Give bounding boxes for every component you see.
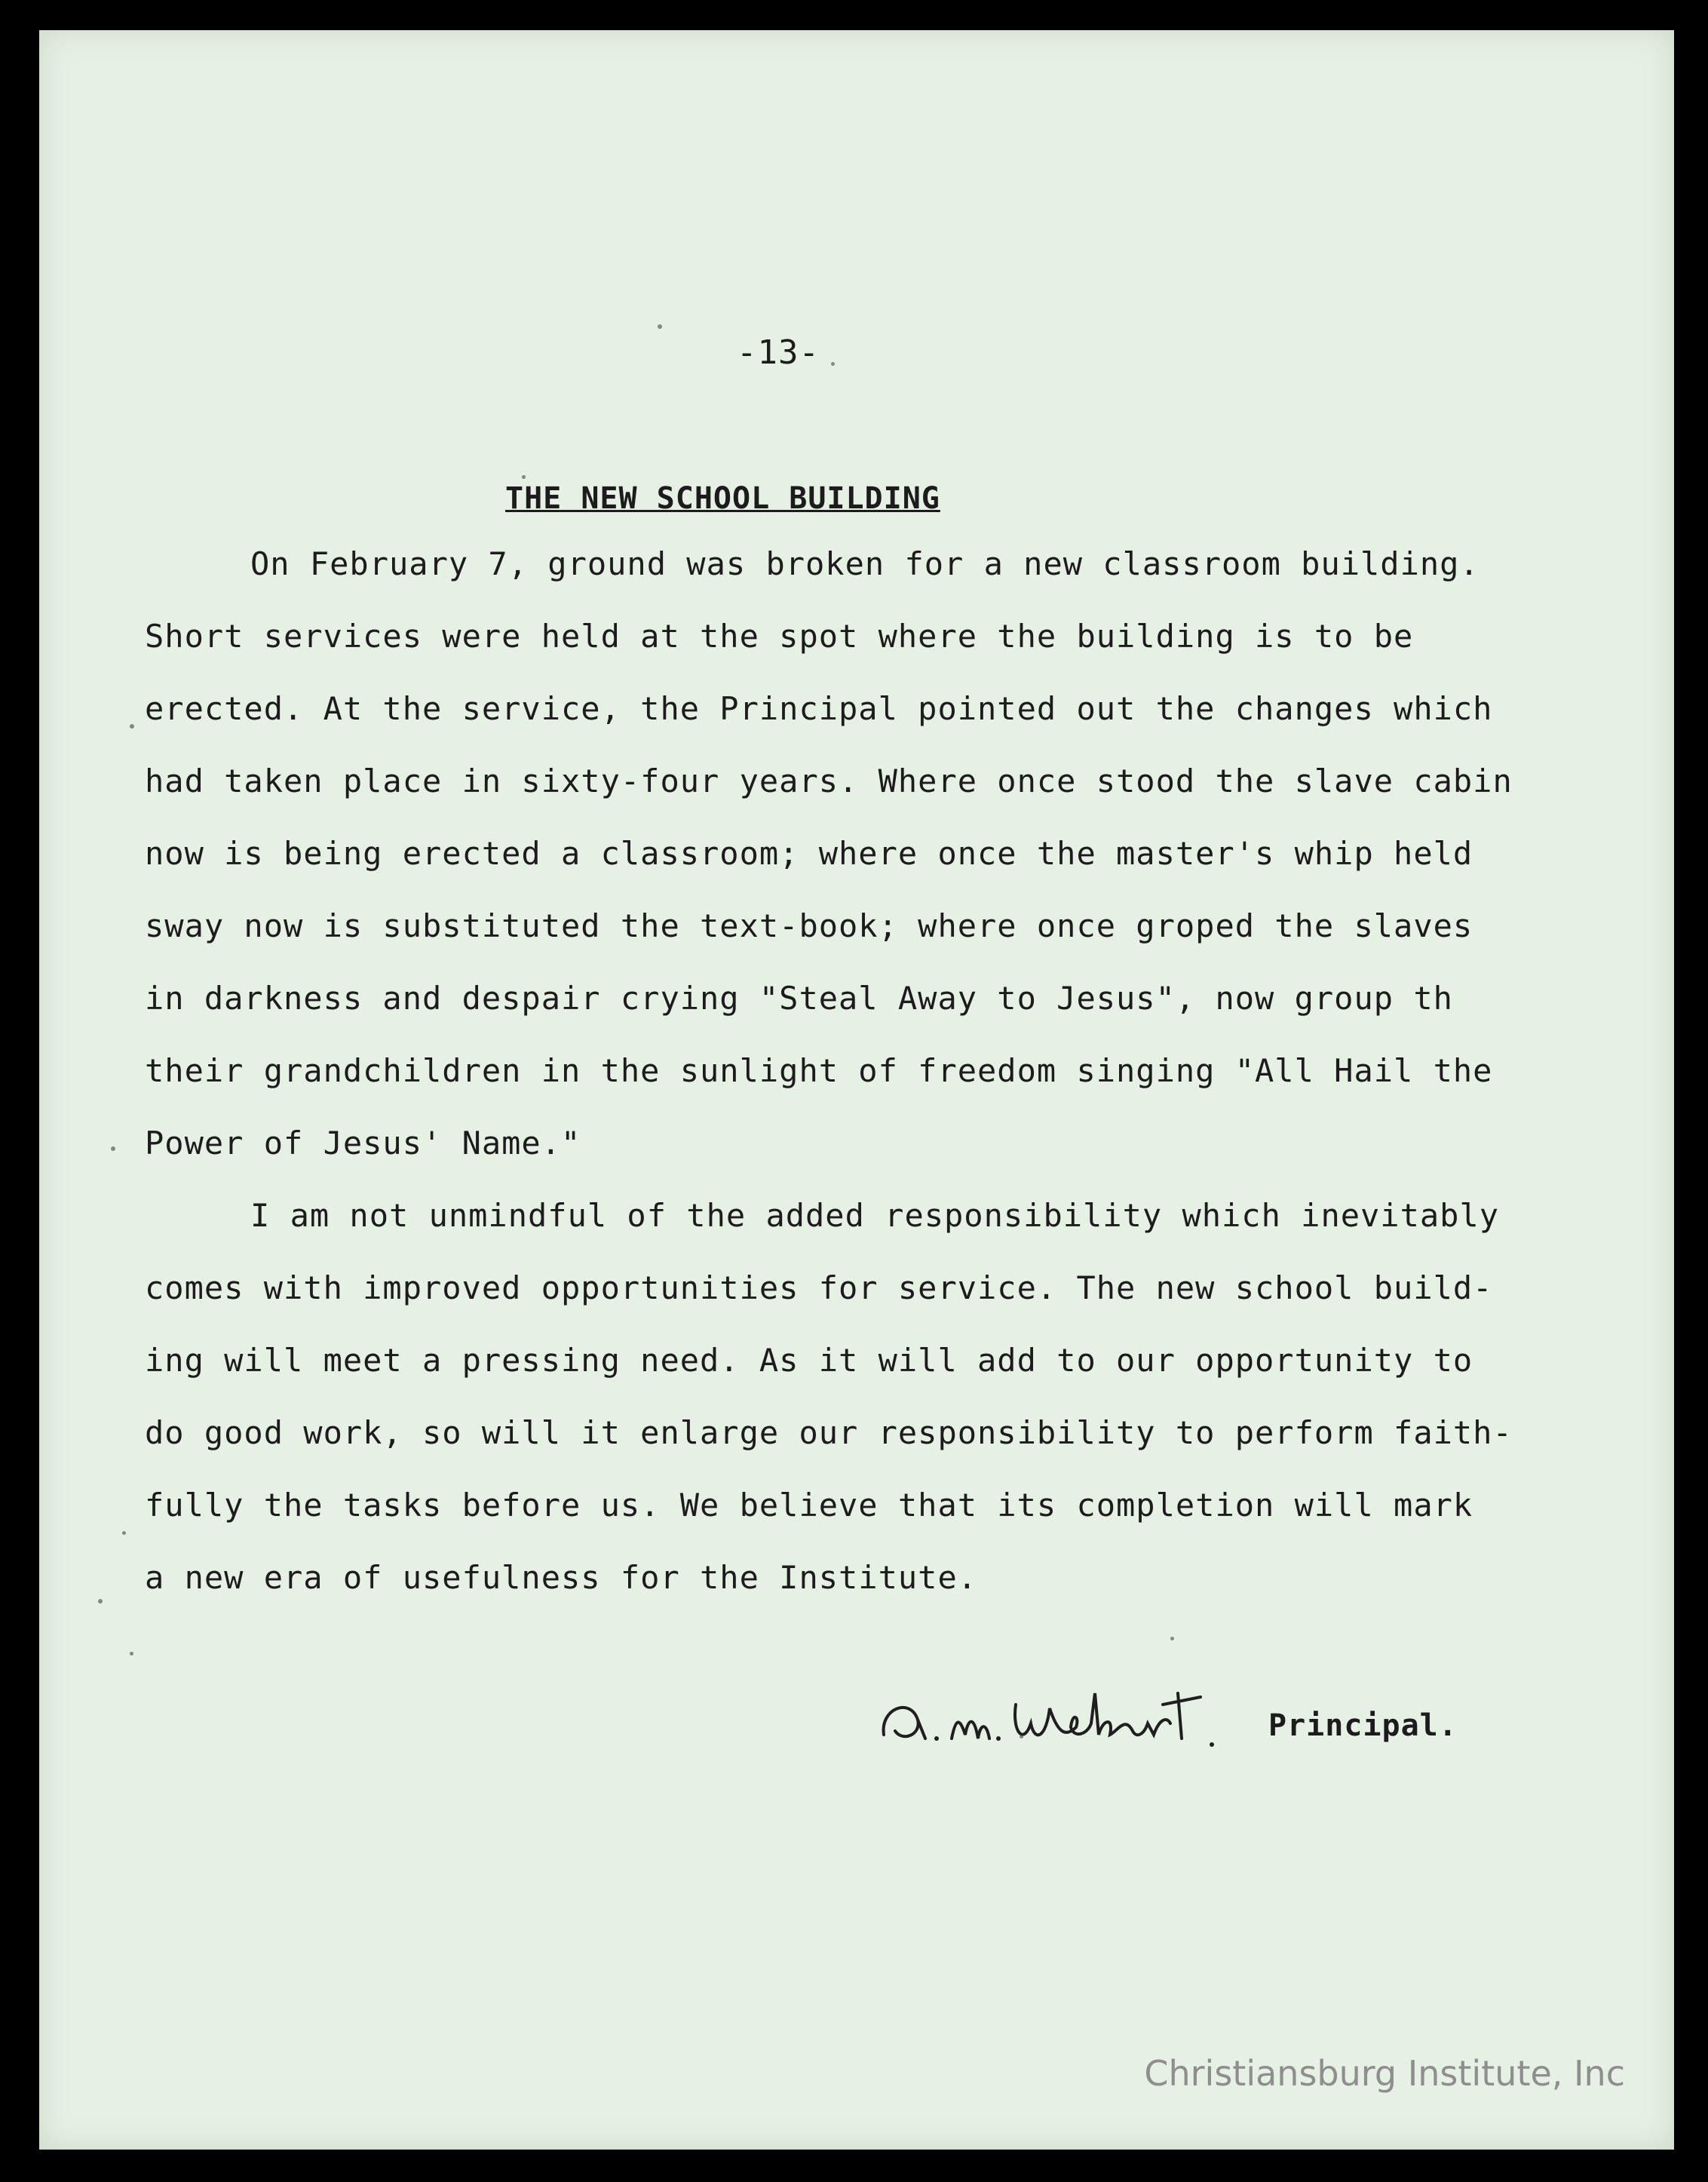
paper-speck: [1170, 1637, 1174, 1640]
paragraph2-line: comes with improved opportunities for service. The new school build-: [145, 1269, 1493, 1306]
paper-speck: [1020, 1735, 1023, 1739]
paper-speck: [122, 1531, 126, 1535]
paragraph1-line: in darkness and despair crying "Steal Away to Jesus", now group th: [145, 980, 1453, 1017]
page-number: -13-: [737, 333, 820, 372]
handwritten-signature: [876, 1663, 1231, 1754]
paragraph1-line: Short services were held at the spot where the building is to be: [145, 618, 1414, 655]
paragraph1-line: now is being erected a classroom; where once the master's whip held: [145, 835, 1473, 872]
paragraph2-line: do good work, so will it enlarge our responsibility to perform faith-: [145, 1414, 1513, 1451]
paragraph1-line: their grandchildren in the sunlight of freedom singing "All Hail the: [145, 1052, 1493, 1089]
document-page: [39, 30, 1674, 2150]
archive-watermark: Christiansburg Institute, Inc: [1144, 2053, 1625, 2094]
paper-speck: [658, 324, 662, 329]
paper-speck: [111, 1146, 115, 1151]
paragraph2-line: ing will meet a pressing need. As it will add to our opportunity to: [145, 1342, 1473, 1379]
paper-speck: [522, 475, 526, 479]
paragraph1-line: erected. At the service, the Principal pointed out the changes which: [145, 690, 1493, 727]
paper-speck: [130, 1652, 133, 1656]
paragraph2-line: a new era of usefulness for the Institute.: [145, 1559, 978, 1596]
paper-speck: [98, 1599, 103, 1604]
paragraph1-line: On February 7, ground was broken for a new classroom building.: [250, 545, 1480, 582]
paragraph1-line: had taken place in sixty-four years. Where once stood the slave cabin: [145, 763, 1513, 799]
signature-title: Principal.: [1268, 1708, 1458, 1743]
paragraph1-line: sway now is substituted the text-book; where once groped the slaves: [145, 907, 1473, 944]
paper-speck: [130, 724, 134, 729]
paragraph2-line: I am not unmindful of the added responsibility which inevitably: [250, 1197, 1500, 1234]
paper-speck: [831, 362, 835, 366]
document-heading: THE NEW SCHOOL BUILDING: [505, 481, 940, 516]
paragraph2-line: fully the tasks before us. We believe that its completion will mark: [145, 1487, 1473, 1524]
paragraph1-line: Power of Jesus' Name.": [145, 1125, 581, 1162]
